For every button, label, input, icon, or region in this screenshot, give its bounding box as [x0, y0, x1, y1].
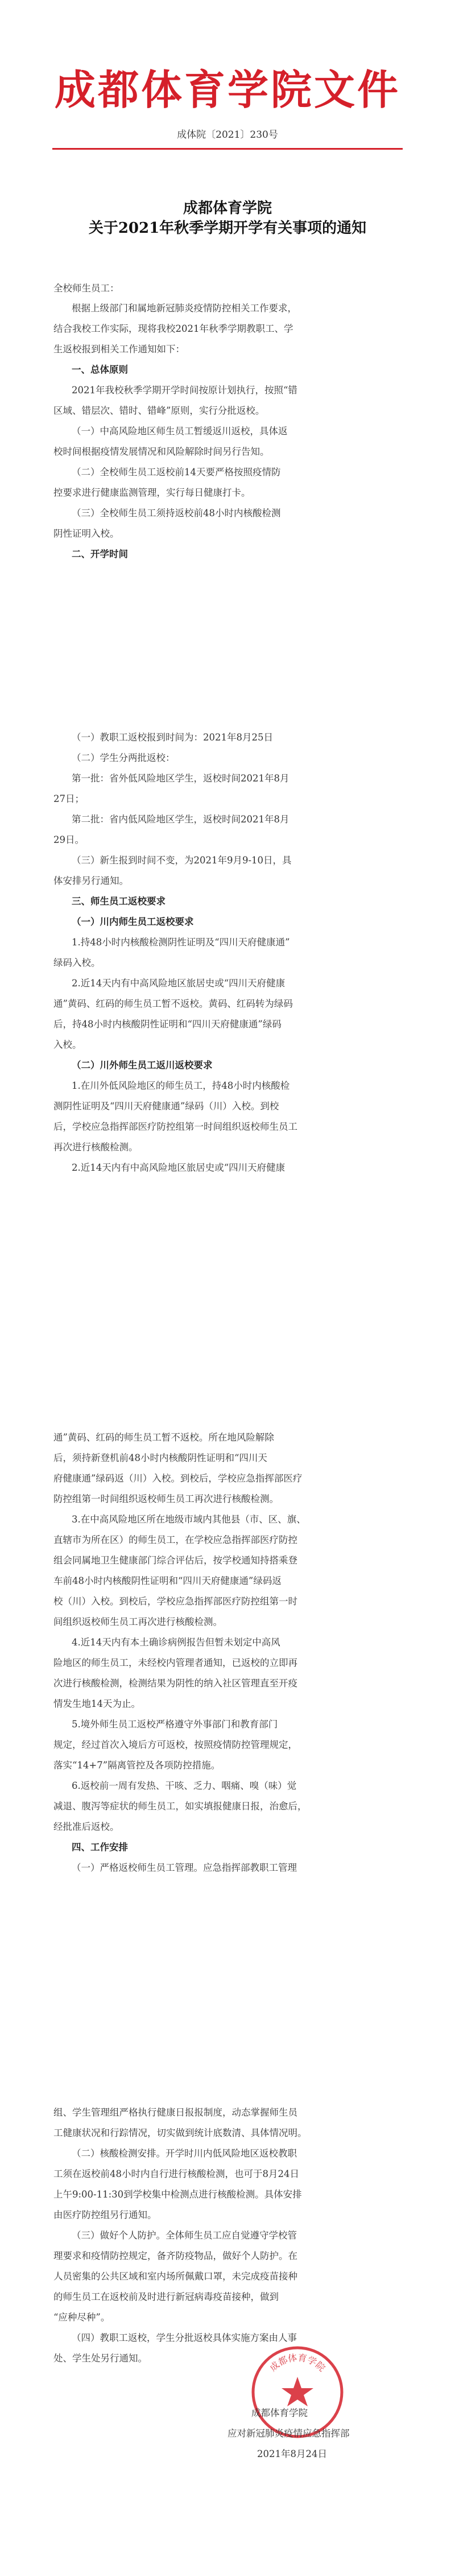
paragraph-line: （二）核酸检测安排。开学时川内低风险地区返校教职	[72, 2148, 297, 2159]
subsection-heading-3-2: （二）川外师生员工返川返校要求	[72, 1060, 213, 1071]
document-header-title: 成都体育学院文件	[54, 65, 400, 114]
paragraph-line: 1.持48小时内核酸检测阴性证明及“四川天府健康通”	[72, 937, 290, 948]
paragraph-line: 阴性证明入校。	[53, 528, 119, 539]
paragraph-line: 落实“14+7”隔离管控及各项防控措施。	[53, 1760, 221, 1771]
paragraph-line: 2.近14天内有中高风险地区旅居史或“四川天府健康	[72, 1162, 286, 1173]
paragraph-line: 6.返校前一周有发热、干咳、乏力、咽痛、嗅（味）觉	[72, 1780, 297, 1791]
paragraph-line: 5.境外师生员工返校严格遵守外事部门和教育部门	[72, 1719, 278, 1730]
paragraph-line: 4.近14天内有本土确诊病例报告但暂未划定中高风	[72, 1637, 280, 1648]
paragraph-line: 直辖市为所在区）的师生员工，在学校应急指挥部医疗防控	[53, 1534, 297, 1545]
paragraph-line: （二）全校师生员工返校前14天要严格按照疫情防	[72, 467, 281, 478]
paragraph-line: 工健康状况和行踪情况，切实做到统计底数清、具体情况明。	[53, 2128, 307, 2138]
header-divider	[52, 148, 403, 150]
paragraph-line: “应种尽种”。	[53, 2312, 110, 2323]
notice-title-line2: 关于2021年秋季学期开学有关事项的通知	[88, 220, 367, 237]
signature-department: 应对新冠肺炎疫情应急指挥部	[228, 2428, 350, 2439]
paragraph-line: 测阴性证明及“四川天府健康通”绿码（川）入校。到校	[53, 1101, 279, 1112]
paragraph-line: 处、学生处另行通知。	[53, 2353, 147, 2364]
paragraph-line: 第一批：省外低风险地区学生，返校时间2021年8月	[72, 773, 289, 784]
paragraph-line: 校时间根据疫情发展情况和风险解除时间另行告知。	[53, 446, 270, 457]
paragraph-line: 通”黄码、红码的师生员工暂不返校。黄码、红码转为绿码	[53, 998, 293, 1009]
paragraph-line: 间组织返校师生员工再次进行核酸检测。	[53, 1616, 222, 1627]
salutation: 全校师生员工：	[53, 283, 119, 294]
paragraph-line: 绿码入校。	[53, 957, 101, 968]
paragraph-line: （一）中高风险地区师生员工暂缓返川返校，具体返	[72, 426, 288, 437]
paragraph-line: 结合我校工作实际，现将我校2021年秋季学期教职工、学	[53, 323, 293, 334]
paragraph-line: 理要求和疫情防控规定，备齐防疫物品，做好个人防护。在	[53, 2250, 297, 2261]
paragraph-line: 情发生地14天为止。	[53, 1698, 140, 1709]
paragraph-line: 的师生员工在返校前及时进行新冠病毒疫苗接种，做到	[53, 2291, 279, 2302]
paragraph-line: 区域、错层次、错时、错峰”原则，实行分批返校。	[53, 405, 265, 416]
paragraph-line: 工须在返校前48小时内自行进行核酸检测，也可于8月24日	[53, 2168, 299, 2179]
paragraph-line: 上午9:00-11:30到学校集中检测点进行核酸检测。具体安排	[53, 2189, 302, 2200]
paragraph-line: 通”黄码、红码的师生员工暂不返校。所在地风险解除	[53, 1432, 274, 1443]
signature-org: 成都体育学院	[251, 2408, 308, 2418]
paragraph-line: （四）教职工返校，学生分批返校具体实施方案由人事	[72, 2332, 297, 2343]
paragraph-line: （二）学生分两批返校：	[72, 752, 175, 763]
document-number: 成体院〔2021〕230号	[177, 129, 278, 141]
paragraph-line: 规定，经过首次入境后方可返校，按照疫情防控管理规定，	[53, 1739, 297, 1750]
section-heading-2: 二、开学时间	[72, 549, 128, 559]
paragraph-line: （三）新生报到时间不变，为2021年9月9-10日，具	[72, 855, 292, 866]
paragraph-line: 再次进行核酸检测。	[53, 1142, 138, 1153]
seal-text: 成都体育学院	[267, 2352, 328, 2374]
paragraph-line: 生返校报到相关工作通知如下：	[53, 344, 185, 355]
paragraph-line: 经批准后返校。	[53, 1821, 119, 1832]
paragraph-line: （三）全校师生员工须持返校前48小时内核酸检测	[72, 508, 281, 519]
paragraph-line: 后，持48小时内核酸阴性证明和“四川天府健康通”绿码	[53, 1019, 282, 1030]
paragraph-line: 人员密集的公共区域和室内场所佩戴口罩，未完成疫苗接种	[53, 2271, 297, 2282]
paragraph-line: 2.近14天内有中高风险地区旅居史或“四川天府健康	[72, 978, 286, 989]
paragraph-line: 组、学生管理组严格执行健康日报报制度，动态掌握师生员	[53, 2107, 297, 2118]
paragraph-line: 险地区的师生员工，未经校内管理者通知，已返校的立即再	[53, 1657, 297, 1668]
paragraph-line: （三）做好个人防护。全体师生员工应自觉遵守学校管	[72, 2230, 297, 2241]
paragraph-line: （一）教职工返校报到时间为：2021年8月25日	[72, 732, 273, 743]
paragraph-line: 后，须持新登机前48小时内核酸阴性证明和“四川天	[53, 1452, 267, 1463]
paragraph-line: 校（川）入校。到校后，学校应急指挥部医疗防控组第一时	[53, 1596, 297, 1607]
paragraph-line: 由医疗防控组另行通知。	[53, 2209, 157, 2220]
paragraph-line: 1.在川外低风险地区的师生员工，持48小时内核酸检	[72, 1080, 290, 1091]
paragraph-line: 府健康通”绿码返（川）入校。到校后，学校应急指挥部医疗	[53, 1473, 303, 1484]
paragraph-line: （一）严格返校师生员工管理。应急指挥部教职工管理	[72, 1862, 297, 1873]
subsection-heading-3-1: （一）川内师生员工返校要求	[72, 916, 194, 927]
section-heading-1: 一、总体原则	[72, 364, 128, 375]
paragraph-line: 车前48小时内核酸阴性证明和“四川天府健康通”绿码返	[53, 1575, 282, 1586]
paragraph-line: 入校。	[53, 1039, 82, 1050]
paragraph-line: 后，学校应急指挥部医疗防控组第一时间组织返校师生员工	[53, 1121, 297, 1132]
paragraph-line: 控要求进行健康监测管理，实行每日健康打卡。	[53, 487, 251, 498]
paragraph-line: 29日。	[53, 834, 84, 845]
paragraph-line: 27日；	[53, 793, 84, 804]
section-heading-4: 四、工作安排	[72, 1842, 128, 1853]
paragraph-line: 3.在中高风险地区所在地级市域内其他县（市、区、旗、	[72, 1514, 306, 1525]
paragraph-line: 组会同属地卫生健康部门综合评估后，按学校通知持搭乘登	[53, 1555, 297, 1566]
paragraph-line: 根据上级部门和属地新冠肺炎疫情防控相关工作要求，	[72, 303, 297, 314]
section-heading-3: 三、师生员工返校要求	[72, 896, 166, 907]
paragraph-line: 2021年我校秋季学期开学时间按原计划执行，按照“错	[72, 385, 297, 396]
paragraph-line: 防控组第一时间组织返校师生员工再次进行核酸检测。	[53, 1493, 279, 1504]
paragraph-line: 次进行核酸检测，检测结果为阴性的纳入社区管理直至开疫	[53, 1678, 297, 1689]
paragraph-line: 第二批：省内低风险地区学生，返校时间2021年8月	[72, 814, 289, 825]
signature-date: 2021年8月24日	[257, 2449, 327, 2459]
paragraph-line: 减退、腹泻等症状的师生员工，如实填报健康日报，治愈后，	[53, 1801, 307, 1812]
notice-title-line1: 成都体育学院	[183, 200, 272, 217]
paragraph-line: 体安排另行通知。	[53, 875, 129, 886]
